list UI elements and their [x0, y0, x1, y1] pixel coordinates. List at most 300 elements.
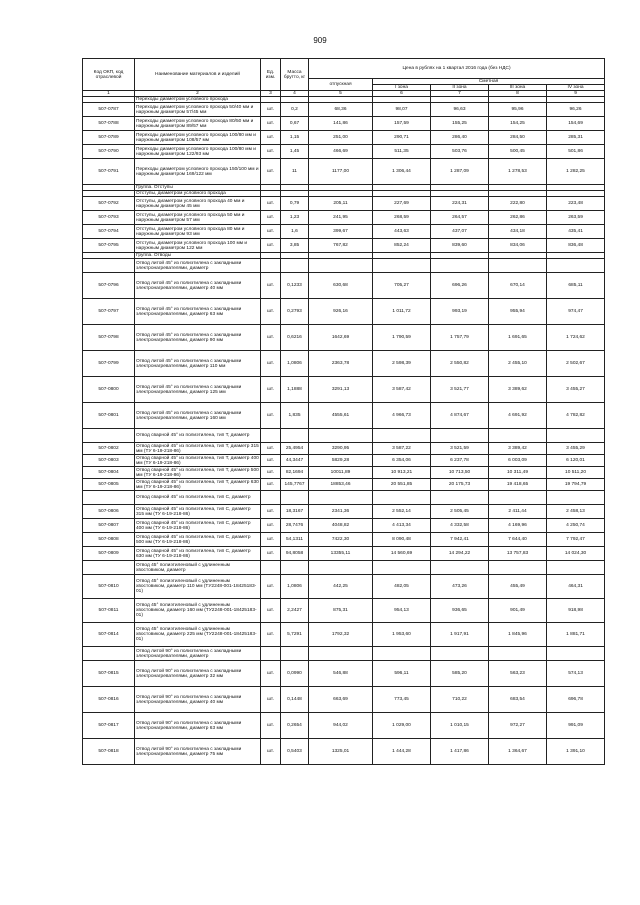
col-number: 7 — [431, 91, 489, 97]
item-mass: 94,8058 — [281, 547, 309, 561]
item-price-zone-2: 696,26 — [431, 273, 489, 299]
item-price-zone-4: 685,11 — [547, 273, 605, 299]
item-price-zone-2: 503,76 — [431, 145, 489, 159]
item-price-zone-4: 4 250,74 — [547, 519, 605, 533]
item-mass: 0,2793 — [281, 299, 309, 325]
item-price-zone-4: 435,41 — [547, 225, 605, 239]
item-price-zone-4: 991,09 — [547, 713, 605, 739]
item-price-zone-2: 1 287,09 — [431, 159, 489, 185]
item-factory-price: 466,69 — [309, 145, 373, 159]
table-row — [83, 575, 605, 599]
header-zone-4: IV зона — [547, 85, 605, 91]
item-code: 507-0805 — [83, 479, 135, 491]
item-price-zone-3: 10 311,49 — [489, 467, 547, 479]
item-factory-price: 68,36 — [309, 103, 373, 117]
item-price-zone-1: 157,59 — [373, 117, 431, 131]
item-factory-price: 442,25 — [309, 575, 373, 599]
item-code: 507-0811 — [83, 599, 135, 623]
header-zone-2: II зона — [431, 85, 489, 91]
item-price-zone-3: 1 364,67 — [489, 739, 547, 765]
group-empty-cell — [489, 561, 547, 575]
item-factory-price: 1177,00 — [309, 159, 373, 185]
item-mass: 1,1888 — [281, 377, 309, 403]
item-price-zone-3: 95,96 — [489, 103, 547, 117]
col-number: 4 — [281, 91, 309, 97]
table-row — [83, 225, 605, 239]
table-row — [83, 103, 605, 117]
item-name: Отвод литой 45° из полиэтилена с закладными электронагревателями, диаметр 90 мм — [135, 325, 261, 351]
item-unit: шт. — [261, 599, 281, 623]
item-price-zone-3: 262,86 — [489, 211, 547, 225]
item-name: Отвод 45° полиэтиленовый с удлиненным хвостовиком, диаметр 225 мм (ТУ2248-001-18425183-01) — [135, 623, 261, 647]
item-price-zone-1: 1 306,44 — [373, 159, 431, 185]
item-price-zone-2: 585,20 — [431, 661, 489, 687]
group-empty-cell — [281, 561, 309, 575]
item-price-zone-3: 500,45 — [489, 145, 547, 159]
item-mass: 82,1694 — [281, 467, 309, 479]
table-row — [83, 325, 605, 351]
item-price-zone-1: 1 790,59 — [373, 325, 431, 351]
item-unit: шт. — [261, 547, 281, 561]
item-price-zone-1: 1 029,00 — [373, 713, 431, 739]
group-row — [83, 647, 605, 661]
item-mass: 0,2 — [281, 103, 309, 117]
item-code: 507-0795 — [83, 239, 135, 253]
group-empty-cell — [261, 647, 281, 661]
table-row — [83, 533, 605, 547]
item-price-zone-1: 954,13 — [373, 599, 431, 623]
item-price-zone-1: 6 354,06 — [373, 455, 431, 467]
item-price-zone-1: 773,45 — [373, 687, 431, 713]
group-name: Отвод сварной 45° из полиэтилена, тип С, диаметр — [135, 491, 261, 505]
item-factory-price: 875,31 — [309, 599, 373, 623]
group-empty-cell — [489, 491, 547, 505]
group-empty-cell — [309, 561, 373, 575]
item-name: Отвод 45° полиэтиленовый с удлиненным хвостовиком, диаметр 160 мм (ТУ2248-001-18425183-01) — [135, 599, 261, 623]
item-price-zone-4: 464,31 — [547, 575, 605, 599]
item-price-zone-4: 3 455,27 — [547, 377, 605, 403]
table-row — [83, 505, 605, 519]
item-mass: 0,79 — [281, 197, 309, 211]
item-factory-price: 1325,01 — [309, 739, 373, 765]
item-mass: 0,6216 — [281, 325, 309, 351]
item-price-zone-2: 993,19 — [431, 299, 489, 325]
item-price-zone-3: 1 691,65 — [489, 325, 547, 351]
table-row — [83, 455, 605, 467]
item-price-zone-4: 4 782,82 — [547, 403, 605, 429]
item-factory-price: 241,95 — [309, 211, 373, 225]
item-factory-price: 944,02 — [309, 713, 373, 739]
item-code: 507-0787 — [83, 103, 135, 117]
item-price-zone-4: 918,98 — [547, 599, 605, 623]
item-name: Отвод литой 90° из полиэтилена с закладными электронагревателями, диаметр 32 мм — [135, 661, 261, 687]
table-row — [83, 479, 605, 491]
item-unit: шт. — [261, 533, 281, 547]
item-unit: шт. — [261, 623, 281, 647]
group-empty-cell — [431, 561, 489, 575]
item-unit: шт. — [261, 467, 281, 479]
group-name: Отвод литой 90° из полиэтилена с закладными электронагревателями, диаметр — [135, 647, 261, 661]
item-mass: 2,2427 — [281, 599, 309, 623]
item-name: Отвод сварной 45° из полиэтилена, тип С, диаметр 630 мм (ТУ 6-19-218-86) — [135, 547, 261, 561]
item-mass: 145,7767 — [281, 479, 309, 491]
item-price-zone-4: 2 458,13 — [547, 505, 605, 519]
item-price-zone-1: 1 444,28 — [373, 739, 431, 765]
item-price-zone-4: 285,31 — [547, 131, 605, 145]
item-price-zone-4: 10 511,20 — [547, 467, 605, 479]
item-price-zone-4: 1 282,25 — [547, 159, 605, 185]
item-code: 507-0815 — [83, 661, 135, 687]
item-price-zone-1: 511,35 — [373, 145, 431, 159]
item-name: Отвод сварной 45° из полиэтилена, тип Т, диаметр 500 мм (ТУ 6-19-218-86) — [136, 467, 259, 478]
item-code: 507-0790 — [83, 145, 135, 159]
group-empty-cell — [489, 429, 547, 443]
item-factory-price: 4048,82 — [309, 519, 373, 533]
item-unit: шт. — [261, 687, 281, 713]
table-row — [83, 211, 605, 225]
item-code: 507-0807 — [83, 519, 135, 533]
item-price-zone-1: 268,59 — [373, 211, 431, 225]
table-row — [83, 377, 605, 403]
item-price-zone-4: 1 391,10 — [547, 739, 605, 765]
item-factory-price: 205,11 — [309, 197, 373, 211]
item-name: Переходы диаметром условного прохода 100/80 мм и наружным диаметром 108/57 мм — [135, 131, 261, 145]
item-mass: 18,3167 — [281, 505, 309, 519]
item-unit: шт. — [261, 103, 281, 117]
item-name: Отвод литой 45° из полиэтилена с закладными электронагревателями, диаметр 110 мм — [135, 351, 261, 377]
item-unit: шт. — [261, 225, 281, 239]
header-zone-1: I зона — [373, 85, 431, 91]
item-name: Отвод сварной 45° из полиэтилена, тип Т, диаметр 400 мм (ТУ 6-19-218-86) — [136, 455, 259, 466]
item-name: Отвод 45° полиэтиленовый с удлиненным хвостовиком, диаметр 110 мм (ТУ2248-001-18425183-01) — [135, 575, 261, 599]
item-unit: шт. — [261, 519, 281, 533]
item-unit: шт. — [261, 159, 281, 185]
item-unit: шт. — [261, 575, 281, 599]
item-name: Переходы диаметром условного прохода 100/80 мм и наружным диаметром 122/93 мм — [135, 145, 261, 159]
group-empty-cell — [547, 259, 605, 273]
item-price-zone-2: 3 521,59 — [431, 443, 489, 455]
item-price-zone-4: 14 024,30 — [547, 547, 605, 561]
item-price-zone-3: 670,14 — [489, 273, 547, 299]
header-name: Наименование материалов и изделий — [135, 59, 261, 91]
table-header — [83, 59, 605, 97]
table-row — [83, 145, 605, 159]
group-empty-cell — [373, 561, 431, 575]
group-empty-cell — [261, 491, 281, 505]
item-unit: шт. — [261, 211, 281, 225]
item-price-zone-2: 155,25 — [431, 117, 489, 131]
group-empty-cell — [489, 259, 547, 273]
item-price-zone-2: 936,65 — [431, 599, 489, 623]
group-code-cell — [83, 647, 135, 661]
item-price-zone-2: 4 874,67 — [431, 403, 489, 429]
group-code-cell — [83, 429, 135, 443]
item-price-zone-3: 955,94 — [489, 299, 547, 325]
item-price-zone-1: 14 560,69 — [373, 547, 431, 561]
item-mass: 1,0806 — [281, 351, 309, 377]
header-mass: Масса брутто, кг — [281, 59, 309, 91]
item-code: 507-0816 — [83, 687, 135, 713]
group-empty-cell — [489, 647, 547, 661]
item-unit: шт. — [261, 145, 281, 159]
item-factory-price: 3290,95 — [309, 443, 373, 455]
item-price-zone-2: 224,31 — [431, 197, 489, 211]
item-price-zone-2: 286,40 — [431, 131, 489, 145]
item-name: Отступы, диаметром условного прохода 80 мм и наружным диаметром 93 мм — [135, 225, 261, 239]
item-factory-price: 141,86 — [309, 117, 373, 131]
item-name: Отвод литой 45° из полиэтилена с закладными электронагревателями, диаметр 125 мм — [135, 377, 261, 403]
item-price-zone-3: 284,50 — [489, 131, 547, 145]
item-price-zone-3: 683,54 — [489, 687, 547, 713]
item-name: Отвод сварной 45° из полиэтилена, тип Т, диаметр 630 мм (ТУ 6-19-218-86) — [136, 479, 259, 490]
page-number: 909 — [313, 36, 327, 45]
item-mass: 0,0990 — [281, 661, 309, 687]
group-name: Группа. Отступы — [135, 185, 261, 191]
group-empty-cell — [281, 429, 309, 443]
table-body — [83, 97, 605, 765]
item-price-zone-3: 901,49 — [489, 599, 547, 623]
item-price-zone-1: 4 413,34 — [373, 519, 431, 533]
item-code: 507-0798 — [83, 325, 135, 351]
group-empty-cell — [281, 647, 309, 661]
item-price-zone-2: 1 757,79 — [431, 325, 489, 351]
item-price-zone-1: 596,11 — [373, 661, 431, 687]
item-code: 507-0789 — [83, 131, 135, 145]
item-code: 507-0803 — [83, 455, 135, 467]
item-unit: шт. — [261, 117, 281, 131]
item-name: Отвод литой 45° из полиэтилена с закладными электронагревателями, диаметр 160 мм — [135, 403, 261, 429]
item-mass: 1,15 — [281, 131, 309, 145]
table-row — [83, 403, 605, 429]
group-empty-cell — [281, 259, 309, 273]
item-price-zone-4: 7 792,47 — [547, 533, 605, 547]
item-mass: 1,45 — [281, 145, 309, 159]
group-empty-cell — [261, 259, 281, 273]
price-table — [82, 58, 605, 765]
group-empty-cell — [431, 429, 489, 443]
item-unit: шт. — [261, 713, 281, 739]
item-mass: 0,5403 — [281, 739, 309, 765]
item-price-zone-1: 2 598,39 — [373, 351, 431, 377]
header-zone-3: III зона — [489, 85, 547, 91]
item-factory-price: 1792,32 — [309, 623, 373, 647]
item-code: 507-0817 — [83, 713, 135, 739]
item-price-zone-2: 3 521,77 — [431, 377, 489, 403]
group-empty-cell — [431, 647, 489, 661]
item-mass: 28,7476 — [281, 519, 309, 533]
item-name: Отвод литой 90° из полиэтилена с закладными электронагревателями, диаметр 40 мм — [135, 687, 261, 713]
item-mass: 11 — [281, 159, 309, 185]
col-number: 5 — [309, 91, 373, 97]
item-unit: шт. — [261, 351, 281, 377]
item-price-zone-1: 98,07 — [373, 103, 431, 117]
item-price-zone-4: 263,59 — [547, 211, 605, 225]
item-price-zone-2: 264,57 — [431, 211, 489, 225]
item-price-zone-2: 1 917,91 — [431, 623, 489, 647]
item-factory-price: 18853,46 — [309, 479, 373, 491]
item-price-zone-3: 19 418,65 — [489, 479, 547, 491]
item-factory-price: 13355,11 — [309, 547, 373, 561]
item-unit: шт. — [261, 377, 281, 403]
item-price-zone-3: 834,06 — [489, 239, 547, 253]
item-price-zone-3: 4 691,92 — [489, 403, 547, 429]
item-factory-price: 5829,28 — [309, 455, 373, 467]
group-name: Переходы диаметром условного прохода — [135, 97, 261, 103]
group-empty-cell — [373, 259, 431, 273]
item-factory-price: 546,88 — [309, 661, 373, 687]
item-price-zone-1: 227,69 — [373, 197, 431, 211]
item-price-zone-2: 7 942,41 — [431, 533, 489, 547]
group-name: Отступы, диаметром условного прохода — [135, 191, 261, 197]
item-price-zone-1: 10 913,21 — [373, 467, 431, 479]
group-empty-cell — [547, 647, 605, 661]
item-code: 507-0802 — [83, 443, 135, 455]
item-price-zone-3: 1 278,53 — [489, 159, 547, 185]
item-unit: шт. — [261, 273, 281, 299]
item-unit: шт. — [261, 131, 281, 145]
item-unit: шт. — [261, 505, 281, 519]
item-unit: шт. — [261, 661, 281, 687]
table-row — [83, 713, 605, 739]
col-number: 6 — [373, 91, 431, 97]
item-mass: 25,4954 — [281, 443, 309, 455]
item-mass: 44,3447 — [281, 455, 309, 467]
group-empty-cell — [261, 429, 281, 443]
item-name: Отвод сварной 45° из полиэтилена, тип Т, диаметр 315 мм (ТУ 6-19-218-86) — [136, 443, 259, 454]
item-name: Отступы, диаметром условного прохода 40 мм и наружным диаметром 45 мм — [135, 197, 261, 211]
item-factory-price: 926,16 — [309, 299, 373, 325]
item-price-zone-1: 443,63 — [373, 225, 431, 239]
group-empty-cell — [373, 491, 431, 505]
item-factory-price: 630,68 — [309, 273, 373, 299]
item-mass: 1,23 — [281, 211, 309, 225]
table-row — [83, 131, 605, 145]
item-code: 507-0788 — [83, 117, 135, 131]
item-price-zone-3: 6 003,09 — [489, 455, 547, 467]
item-price-zone-4: 223,48 — [547, 197, 605, 211]
group-empty-cell — [309, 491, 373, 505]
item-factory-price: 1642,69 — [309, 325, 373, 351]
group-empty-cell — [261, 561, 281, 575]
group-empty-cell — [431, 259, 489, 273]
item-mass: 5,7291 — [281, 623, 309, 647]
item-factory-price: 7422,30 — [309, 533, 373, 547]
group-row — [83, 561, 605, 575]
item-unit: шт. — [261, 455, 281, 467]
item-price-zone-4: 836,48 — [547, 239, 605, 253]
item-price-zone-1: 1 953,60 — [373, 623, 431, 647]
item-price-zone-4: 1 724,62 — [547, 325, 605, 351]
table-row — [83, 239, 605, 253]
item-name: Переходы диаметром условного прохода 80/50 мм и наружным диаметром 89/57 мм — [135, 117, 261, 131]
item-mass: 0,1233 — [281, 273, 309, 299]
item-price-zone-1: 852,24 — [373, 239, 431, 253]
group-empty-cell — [547, 561, 605, 575]
item-price-zone-2: 4 332,58 — [431, 519, 489, 533]
group-empty-cell — [281, 491, 309, 505]
item-price-zone-1: 8 090,48 — [373, 533, 431, 547]
item-price-zone-4: 974,47 — [547, 299, 605, 325]
table-row — [83, 443, 605, 455]
item-price-zone-1: 290,71 — [373, 131, 431, 145]
item-mass: 0,67 — [281, 117, 309, 131]
item-code: 507-0804 — [83, 467, 135, 479]
item-price-zone-3: 3 389,62 — [489, 377, 547, 403]
item-price-zone-4: 501,86 — [547, 145, 605, 159]
item-price-zone-1: 1 011,72 — [373, 299, 431, 325]
header-estimate: Сметная — [373, 79, 605, 85]
item-name: Отвод сварной 45° из полиэтилена, тип С, диаметр 400 мм (ТУ 6-19-218-86) — [135, 519, 261, 533]
item-factory-price: 399,67 — [309, 225, 373, 239]
table-row — [83, 687, 605, 713]
item-unit: шт. — [261, 239, 281, 253]
item-price-zone-1: 3 587,22 — [373, 443, 431, 455]
item-mass: 0,2654 — [281, 713, 309, 739]
item-price-zone-1: 3 587,42 — [373, 377, 431, 403]
group-code-cell — [83, 259, 135, 273]
table-row — [83, 661, 605, 687]
item-factory-price: 251,00 — [309, 131, 373, 145]
item-price-zone-4: 3 455,29 — [547, 443, 605, 455]
group-name: Отвод сварной 45° из полиэтилена, тип Т, диаметр — [135, 429, 261, 443]
table-row — [83, 273, 605, 299]
item-price-zone-3: 154,25 — [489, 117, 547, 131]
item-code: 507-0801 — [83, 403, 135, 429]
item-code: 507-0791 — [83, 159, 135, 185]
item-name: Переходы диаметром условного прохода 50/40 мм и наружным диаметром 57/45 мм — [135, 103, 261, 117]
group-row — [83, 429, 605, 443]
item-price-zone-3: 563,23 — [489, 661, 547, 687]
item-code: 507-0796 — [83, 273, 135, 299]
item-mass: 1,0806 — [281, 575, 309, 599]
group-empty-cell — [547, 429, 605, 443]
item-code: 507-0810 — [83, 575, 135, 599]
item-code: 507-0799 — [83, 351, 135, 377]
item-mass: 1,835 — [281, 403, 309, 429]
header-unit: Ед. изм. — [261, 59, 281, 91]
group-empty-cell — [309, 429, 373, 443]
item-price-zone-2: 437,07 — [431, 225, 489, 239]
col-number: 1 — [83, 91, 135, 97]
item-mass: 1,6 — [281, 225, 309, 239]
item-price-zone-3: 1 845,96 — [489, 623, 547, 647]
item-code: 507-0797 — [83, 299, 135, 325]
item-price-zone-1: 4 966,73 — [373, 403, 431, 429]
item-price-zone-3: 7 644,40 — [489, 533, 547, 547]
col-number: 8 — [489, 91, 547, 97]
item-price-zone-3: 2 411,44 — [489, 505, 547, 519]
group-row — [83, 259, 605, 273]
group-code-cell — [83, 491, 135, 505]
item-unit: шт. — [261, 325, 281, 351]
item-price-zone-4: 574,13 — [547, 661, 605, 687]
item-price-zone-4: 19 794,79 — [547, 479, 605, 491]
item-price-zone-1: 2 552,14 — [373, 505, 431, 519]
item-price-zone-4: 1 881,71 — [547, 623, 605, 647]
item-unit: шт. — [261, 479, 281, 491]
item-factory-price: 3291,13 — [309, 377, 373, 403]
item-name: Отвод литой 45° из полиэтилена с закладными электронагревателями, диаметр 63 мм — [135, 299, 261, 325]
item-factory-price: 2341,36 — [309, 505, 373, 519]
item-code: 507-0800 — [83, 377, 135, 403]
group-empty-cell — [309, 647, 373, 661]
group-empty-cell — [309, 259, 373, 273]
table-row — [83, 159, 605, 185]
table-row — [83, 599, 605, 623]
item-code: 507-0818 — [83, 739, 135, 765]
item-price-zone-4: 6 120,01 — [547, 455, 605, 467]
item-factory-price: 767,82 — [309, 239, 373, 253]
